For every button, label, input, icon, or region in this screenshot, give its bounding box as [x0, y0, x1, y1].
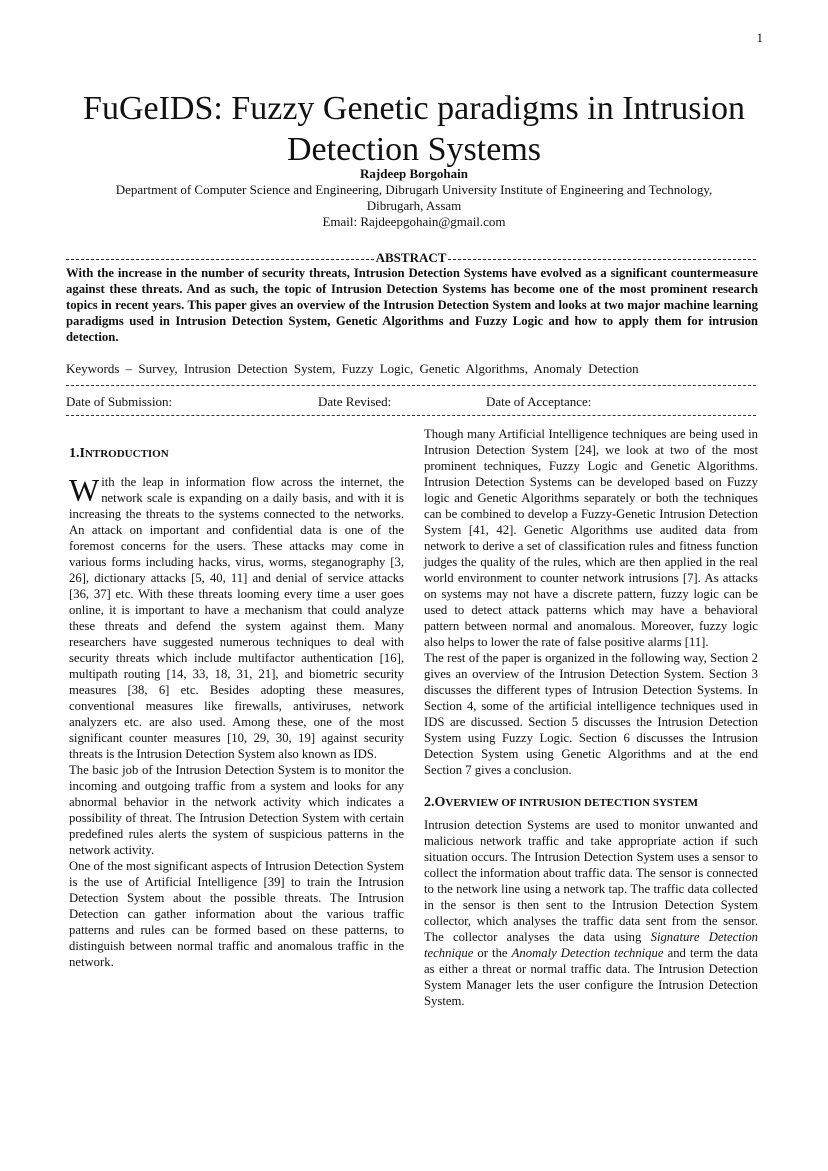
section-heading-introduction: 1.INTRODUCTION	[69, 446, 169, 461]
keywords: Keywords – Survey, Intrusion Detection System, Fuzzy Logic, Genetic Algorithms, Anomaly Detection	[66, 361, 639, 376]
date-revised: Date Revised:	[318, 394, 392, 409]
paragraph: The rest of the paper is organized in the following way, Section 2 gives an overview of the Intrusion Detection System. Section 3 discusses the different types of Intrusion Detection Systems. In Section 4, some of the artificial intelligence techniques used in IDS are discussed. Section 5 discusses the Intrusion Detection System using Fuzzy Logic. Section 6 discusses the Intrusion Detection System using Genetic Algorithms and at the end Section 7 gives a conclusion.	[424, 651, 758, 777]
paragraph: One of the most significant aspects of Intrusion Detection System is the use of Artificial Intelligence [39] to train the Intrusion Detection System about the possible threats. The Intrusion Detection can gather information about the various traffic patterns and rules can be formed based on these patterns, to distinguish between normal traffic and anomalous traffic in the network.	[69, 859, 404, 969]
page-number: 1	[756, 30, 763, 45]
left-column	[69, 445, 404, 970]
paragraph: Intrusion detection Systems are used to monitor unwanted and malicious network traffic and take appropriate action if such situation occurs. The Intrusion Detection System uses a sensor to collect the information about traffic data. The sensor is connected to the network line using a network tap. The traffic data collected in the sensor is then sent to the Intrusion Detection System collector, which analyses the traffic data sent from the sensor. The collector analyses the data using Signature Detection technique or the Anomaly Detection technique and term the data as either a threat or normal traffic data. The Intrusion Detection System Manager lets the user configure the Intrusion Detection System.	[424, 818, 759, 1008]
abstract-label: ABSTRACT	[375, 250, 447, 265]
affiliation-line: Dibrugarh, Assam	[366, 198, 462, 213]
dashed-rule	[66, 385, 756, 386]
author-email: Email: Rajdeepgohain@gmail.com	[322, 214, 506, 229]
emphasis: Signature Detection technique	[424, 930, 759, 960]
date-acceptance: Date of Acceptance:	[486, 394, 592, 409]
emphasis: Anomaly Detection technique	[511, 946, 664, 960]
drop-cap: W	[69, 472, 100, 508]
paragraph: Though many Artificial Intelligence techniques are being used in Intrusion Detection System [24], we look at two of the most prominent techniques, Fuzzy Logic and Genetic Algorithms. Intrusion Detection Systems can be developed based on Fuzzy logic and Genetic Algorithms separately or both the techniques can be combined to develop a Fuzzy-Genetic Intrusion Detection System [41, 42]. Genetic Algorithms use audited data from network to derive a set of classification rules and fitness function judges the quality of the rules, which are then applied in the real world environment to counter network intrusions [7]. As attacks on systems may not have a discrete pattern, fuzzy logic can be used to detect attack patterns which may have a behavioral pattern between normal and anomalous. Moreover, fuzzy logic also helps to lower the rate of false positive alarms [11].	[424, 427, 758, 649]
author-name: Rajdeep Borgohain	[360, 166, 468, 181]
right-column	[424, 426, 758, 1009]
paper-title: FuGeIDS: Fuzzy Genetic paradigms in Intrusion Detection Systems	[83, 90, 745, 168]
dashed-divider	[448, 259, 756, 260]
paragraph: With the leap in information flow across the internet, the network scale is expanding on a daily basis, and with it is increasing the threats to the systems connected to the networks. An attack on important and confidential data is one of the foremost concerns for the users. These attacks may come in various forms including hacks, virus, worms, steganography [3, 26], dictionary attacks [5, 40, 11] and denial of service attacks [36, 37] etc. With these threats looming every time a user goes online, it is important to have a mechanism that could analyze these threats and defend the system against them. Many researchers have suggested numerous techniques to deal with security threats which include multifactor authentication [16], multipath routing [14, 33, 18, 31, 21], and biometric security measures [38, 6] etc. Besides adopting these measures, conventional measures like firewalls, antiviruses, network analyzers etc. are also used. Among these, one of the most significant counter measures [10, 29, 30, 19] against security threats is the Intrusion Detection System also known as IDS.	[69, 472, 404, 761]
abstract-text: With the increase in the number of security threats, Intrusion Detection Systems have evolved as a significant countermeasure against these threats. And as such, the topic of Intrusion Detection Systems has become one of the most prominent research topics in recent years. This paper gives an overview of the Intrusion Detection System and looks at two major machine learning paradigms used in Intrusion Detection System, Genetic Algorithms and Fuzzy Logic and how to apply them for intrusion detection.	[66, 266, 758, 344]
section-heading-overview: 2.OVERVIEW OF INTRUSION DETECTION SYSTEM	[424, 795, 699, 810]
affiliation-line: Department of Computer Science and Engineering, Dibrugarh University Institute of Engineering and Technology,	[115, 182, 713, 197]
abstract-heading	[66, 250, 756, 266]
affiliation	[60, 182, 768, 230]
date-submission: Date of Submission:	[66, 394, 173, 409]
dashed-divider	[66, 259, 374, 260]
dashed-rule	[66, 415, 756, 416]
paragraph: The basic job of the Intrusion Detection System is to monitor the incoming and outgoing traffic from a system and looks for any abnormal behavior in the network activity which indicates a possibility of threat. The Intrusion Detection System with certain predefined rules alerts the system of suspicious patterns in the network activity.	[69, 763, 404, 857]
